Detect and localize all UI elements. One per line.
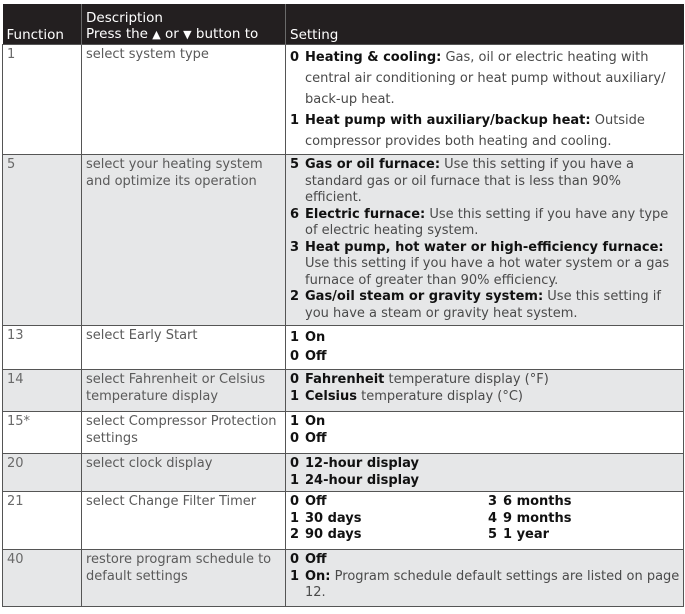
setting-cell [286,492,684,550]
function-settings-table [2,4,684,607]
option-code: 2 [290,289,300,304]
option-text: Use this setting if you have a hot water system or a gas furnace of greater than 90% efficiency. [305,256,670,288]
table-row [3,550,684,607]
setting-option [290,347,680,366]
header-press-the: Press the [86,26,148,42]
option-code: 2 [290,527,300,542]
option-title: Off [305,494,327,509]
option-code: 6 [290,206,300,222]
setting-option [290,47,680,110]
header-function: Function [3,4,82,45]
setting-option [290,552,680,569]
function-number: 15* [3,412,82,454]
option-title: 90 days [305,527,362,542]
option-code: 0 [290,456,300,471]
option-title: Off [305,349,327,364]
option-text: temperature display (°F) [388,372,549,387]
option-code: 1 [290,388,300,404]
option-title: Off [305,430,327,446]
header-setting: Setting [286,4,684,45]
option-code: 0 [290,430,300,446]
header-description-title: Description [86,10,163,26]
header-or: or [165,26,179,42]
table-row [3,454,684,492]
table-row [3,326,684,370]
setting-option [488,494,678,511]
function-number: 14 [3,370,82,412]
function-description: select your heating system and optimize its operation [82,155,286,326]
option-text: Outside compressor provides both heating and cooling. [305,113,645,149]
function-description: select Early Start [82,326,286,370]
setting-option [290,328,680,347]
option-code: 0 [290,50,300,65]
setting-cell [286,155,684,326]
setting-option [290,511,488,528]
option-code: 0 [290,494,300,509]
setting-option [290,110,680,152]
function-number: 1 [3,45,82,155]
option-title: 24-hour display [305,472,419,488]
setting-option [290,527,488,544]
option-code: 5 [290,157,300,172]
option-title: On [305,330,326,345]
option-text: Use this setting if you have any type of electric heating system. [305,206,669,238]
setting-option [290,207,680,240]
setting-option [290,414,680,431]
option-title: 9 months [503,510,572,526]
option-text: Program schedule default settings are listed on page 12. [305,568,680,600]
setting-cell [286,326,684,370]
option-code: 0 [290,349,300,364]
setting-cell [286,454,684,492]
option-code: 1 [290,568,300,584]
function-description: select Change Filter Timer [82,492,286,550]
function-number: 20 [3,454,82,492]
setting-option [290,569,680,602]
function-number: 40 [3,550,82,607]
function-description: select clock display [82,454,286,492]
option-code: 5 [488,527,498,542]
function-number: 21 [3,492,82,550]
setting-cell [286,550,684,607]
option-code: 0 [290,372,300,387]
down-arrow-icon: ▼ [183,28,192,41]
option-title: 30 days [305,510,362,526]
option-text: temperature display (°C) [361,388,523,404]
setting-option [290,157,680,207]
option-title: 12-hour display [305,456,419,471]
option-title: Gas or oil furnace: [305,157,441,172]
setting-cell [286,370,684,412]
table-header-row [3,4,684,45]
function-number: 5 [3,155,82,326]
option-title: Heat pump, hot water or high-efficiency furnace: [305,239,664,255]
function-description: select Fahrenheit or Celsius temperature display [82,370,286,412]
option-title: On: [305,568,331,584]
header-button-to: button to [195,26,259,42]
option-code: 0 [290,552,300,567]
up-arrow-icon: ▲ [152,28,161,41]
option-title: On [305,414,326,429]
table-row [3,492,684,550]
option-title: 6 months [503,494,572,509]
setting-cell [286,45,684,155]
option-title: Heat pump with auxiliary/backup heat: [305,113,591,128]
function-description: restore program schedule to default settings [82,550,286,607]
setting-option [290,289,680,322]
option-code: 3 [290,239,300,255]
setting-option [290,240,680,290]
setting-option [290,389,680,406]
option-title: Fahrenheit [305,372,385,387]
option-title: Heating & cooling: [305,50,442,65]
option-text: Use this setting if you have a steam or gravity heat system. [305,289,661,321]
option-title: Electric furnace: [305,206,426,222]
header-description [82,4,286,45]
option-title: 1 year [503,527,550,542]
option-code: 1 [290,414,300,429]
setting-option [290,494,488,511]
option-title: Off [305,552,327,567]
setting-option [290,473,680,490]
option-code: 1 [290,330,300,345]
option-code: 4 [488,510,498,526]
option-code: 1 [290,472,300,488]
option-code: 3 [488,494,498,509]
setting-option [290,456,680,473]
setting-option [290,431,680,448]
table-row [3,412,684,454]
option-title: Gas/oil steam or gravity system: [305,289,544,304]
setting-option [488,511,678,528]
table-row [3,370,684,412]
function-number: 13 [3,326,82,370]
function-description: select Compressor Protection settings [82,412,286,454]
setting-cell [286,412,684,454]
option-code: 1 [290,113,300,128]
header-description-subtitle [86,26,282,43]
setting-option [488,527,678,544]
option-code: 1 [290,510,300,526]
table-row [3,155,684,326]
filter-timer-options [290,494,680,544]
setting-option [290,372,680,389]
function-description: select system type [82,45,286,155]
option-text: Use this setting if you have a standard gas or oil furnace that is less than 90% efficient. [305,157,634,205]
option-title: Celsius [305,388,357,404]
table-row [3,45,684,155]
option-text: Gas, oil or electric heating with central air conditioning or heat pump without auxiliary/ back-up heat. [305,50,666,107]
